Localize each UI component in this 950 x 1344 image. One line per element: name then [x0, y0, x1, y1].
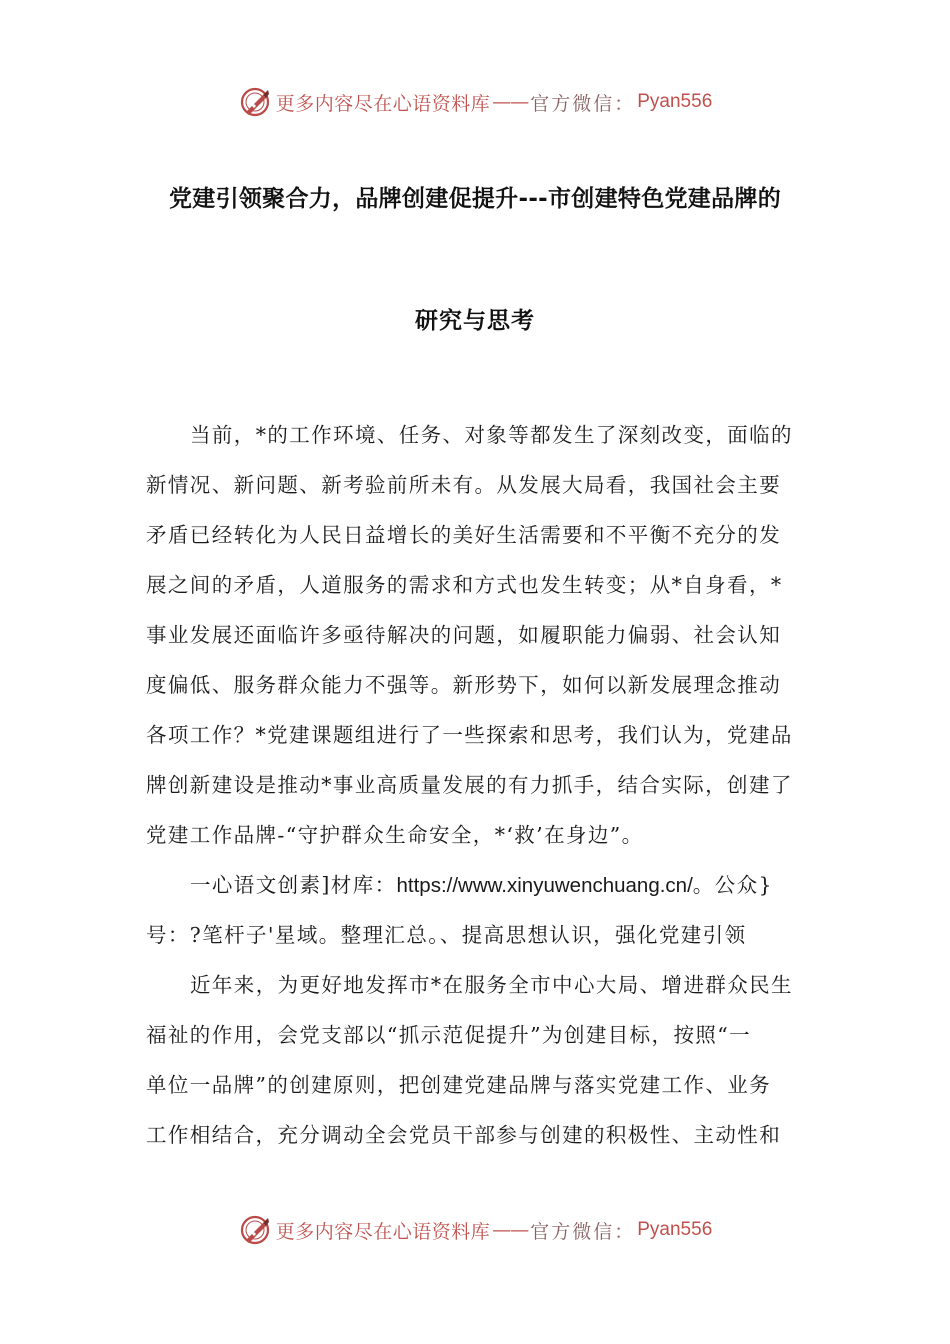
- watermark-sub: 官方微信：: [530, 92, 636, 115]
- paragraph-line: 事业发展还面临许多亟待解决的问题，如履职能力偏弱、社会认知: [146, 623, 782, 647]
- paragraph-line: 当前，*的工作环境、任务、对象等都发生了深刻改变，面临的: [190, 423, 793, 447]
- paragraph-line: 矛盾已经转化为人民日益增长的美好生活需要和不平衡不充分的发: [146, 523, 782, 547]
- document-title-line-2: 研究与思考: [415, 308, 535, 334]
- source-line: [146, 860, 806, 910]
- paragraph-line: 展之间的矛盾，人道服务的需求和方式也发生转变；从*自身看，*: [146, 573, 783, 597]
- watermark-separator: ——: [492, 1219, 529, 1241]
- watermark-text: 更多内容尽在心语资料库: [275, 1220, 491, 1243]
- paragraph-line: 党建工作品牌-“守护群众生命安全，*‘救’在身边”。: [146, 823, 644, 847]
- paragraph-line: 度偏低、服务群众能力不强等。新形势下，如何以新发展理念推动: [146, 673, 782, 697]
- watermark-separator: ——: [492, 91, 529, 113]
- paragraph-line: 各项工作？*党建课题组进行了一些探索和思考，我们认为，党建品: [146, 723, 793, 747]
- document-title-line-1: 党建引领聚合力，品牌创建促提升---市创建特色党建品牌的: [168, 186, 782, 212]
- section-heading-line: 号：?笔杆子'星域。整理汇总。、提高思想认识，强化党建引领: [146, 923, 747, 947]
- paragraph-line: 牌创新建设是推动*事业高质量发展的有力抓手，结合实际，创建了: [146, 773, 793, 797]
- paragraph-line: 近年来，为更好地发挥市*在服务全市中心大局、增进群众民生: [190, 973, 793, 997]
- source-suffix: 。公众}: [692, 873, 773, 897]
- watermark-banner-bottom: [0, 1208, 950, 1252]
- watermark-sub: 官方微信：: [530, 1220, 636, 1243]
- watermark-id: Pyan556: [637, 1219, 713, 1240]
- paragraph-line: 福祉的作用，会党支部以“抓示范促提升”为创建目标，按照“一: [146, 1023, 752, 1047]
- watermark-banner-top: [0, 80, 950, 124]
- paragraph-line: 单位一品牌”的创建原则，把创建党建品牌与落实党建工作、业务: [146, 1073, 772, 1097]
- paragraph-line: 新情况、新问题、新考验前所未有。从发展大局看，我国社会主要: [146, 473, 782, 497]
- watermark-id: Pyan556: [637, 91, 713, 112]
- pen-nib-logo-icon: [238, 1213, 272, 1247]
- source-prefix: 一心语文创素]材库：: [190, 873, 397, 897]
- source-url: https://www.xinyuwenchuang.cn/: [396, 874, 693, 897]
- document-body: [146, 410, 806, 1160]
- watermark-text: 更多内容尽在心语资料库: [275, 92, 491, 115]
- paragraph-line: 工作相结合，充分调动全会党员干部参与创建的积极性、主动性和: [146, 1123, 782, 1147]
- pen-nib-logo-icon: [238, 85, 272, 119]
